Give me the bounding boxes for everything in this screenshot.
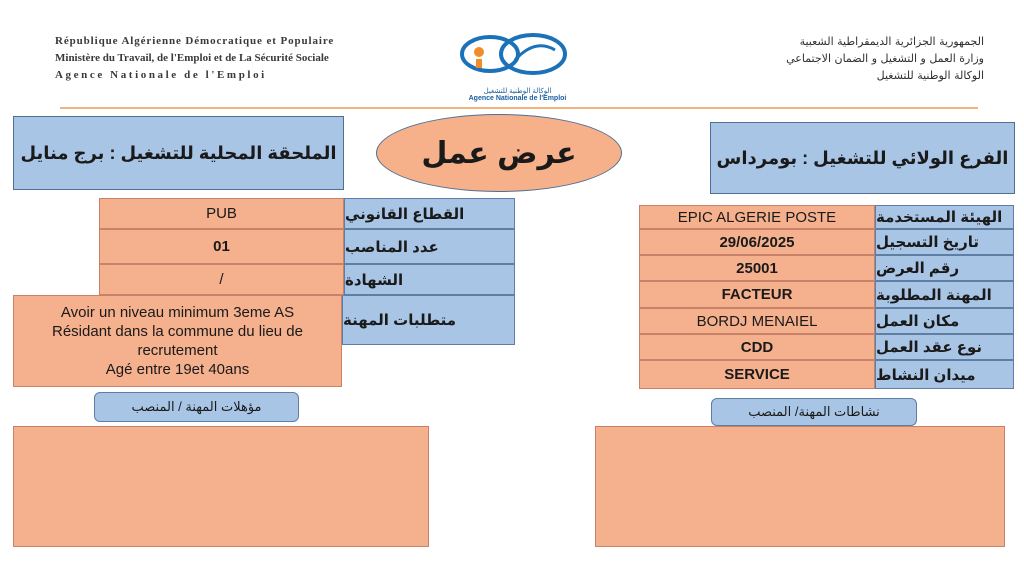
requirement-line: recrutement xyxy=(137,342,218,359)
activities-label: نشاطات المهنة/ المنصب xyxy=(711,398,917,426)
activity-field-label: ميدان النشاط xyxy=(875,360,1014,389)
positions-count-label: عدد المناصب xyxy=(344,229,515,264)
header-fr-line-1: République Algérienne Démocratique et Populaire xyxy=(55,35,335,47)
header-fr-line-2: Ministère du Travail, de l'Emploi et de La Sécurité Sociale xyxy=(55,52,329,64)
logo-caption-ar: الوكالة الوطنية للتشغيل xyxy=(483,88,552,95)
local-annex-box: الملحقة المحلية للتشغيل : برج منايل xyxy=(13,116,344,190)
registration-date-value: 29/06/2025 xyxy=(639,229,875,255)
header-ar-line-3: الوكالة الوطنية للتشغيل xyxy=(876,69,984,82)
registration-date-label: تاريخ التسجيل xyxy=(875,229,1014,255)
contract-type-label: نوع عقد العمل xyxy=(875,334,1014,360)
anem-logo-icon xyxy=(455,30,580,82)
header-ar-line-2: وزارة العمل و التشغيل و الضمان الاجتماعي xyxy=(786,52,984,65)
activities-box xyxy=(595,426,1005,547)
required-job-value: FACTEUR xyxy=(639,281,875,308)
diploma-value: / xyxy=(99,264,344,295)
employer-value: EPIC ALGERIE POSTE xyxy=(639,205,875,229)
header-divider xyxy=(60,107,978,109)
requirements-label: متطلبات المهنة xyxy=(342,295,515,345)
contract-type-value: CDD xyxy=(639,334,875,360)
requirements-value xyxy=(13,295,342,387)
header-ar-line-1: الجمهورية الجزائرية الديمقراطية الشعبية xyxy=(799,35,984,48)
activity-field-value: SERVICE xyxy=(639,360,875,389)
workplace-label: مكان العمل xyxy=(875,308,1014,334)
positions-count-value: 01 xyxy=(99,229,344,264)
legal-sector-label: القطاع القانوني xyxy=(344,198,515,229)
requirement-line: Avoir un niveau minimum 3eme AS xyxy=(60,304,295,321)
logo-caption-fr: Agence Nationale de l'Emploi xyxy=(468,95,567,102)
qualifications-box xyxy=(13,426,429,547)
employer-label: الهيئة المستخدمة xyxy=(875,205,1014,229)
offer-number-value: 25001 xyxy=(639,255,875,281)
agency-logo xyxy=(455,30,580,102)
qualifications-label: مؤهلات المهنة / المنصب xyxy=(94,392,299,422)
offer-title: عرض عمل xyxy=(376,114,622,192)
regional-branch-box: الفرع الولائي للتشغيل : بومرداس xyxy=(710,122,1015,194)
requirement-line: Résidant dans la commune du lieu de xyxy=(52,323,303,340)
legal-sector-value: PUB xyxy=(99,198,344,229)
requirement-line: Agé entre 19et 40ans xyxy=(105,361,250,378)
header-fr-line-3: Agence Nationale de l'Emploi xyxy=(55,69,267,81)
required-job-label: المهنة المطلوبة xyxy=(875,281,1014,308)
offer-number-label: رقم العرض xyxy=(875,255,1014,281)
workplace-value: BORDJ MENAIEL xyxy=(639,308,875,334)
diploma-label: الشهادة xyxy=(344,264,515,295)
